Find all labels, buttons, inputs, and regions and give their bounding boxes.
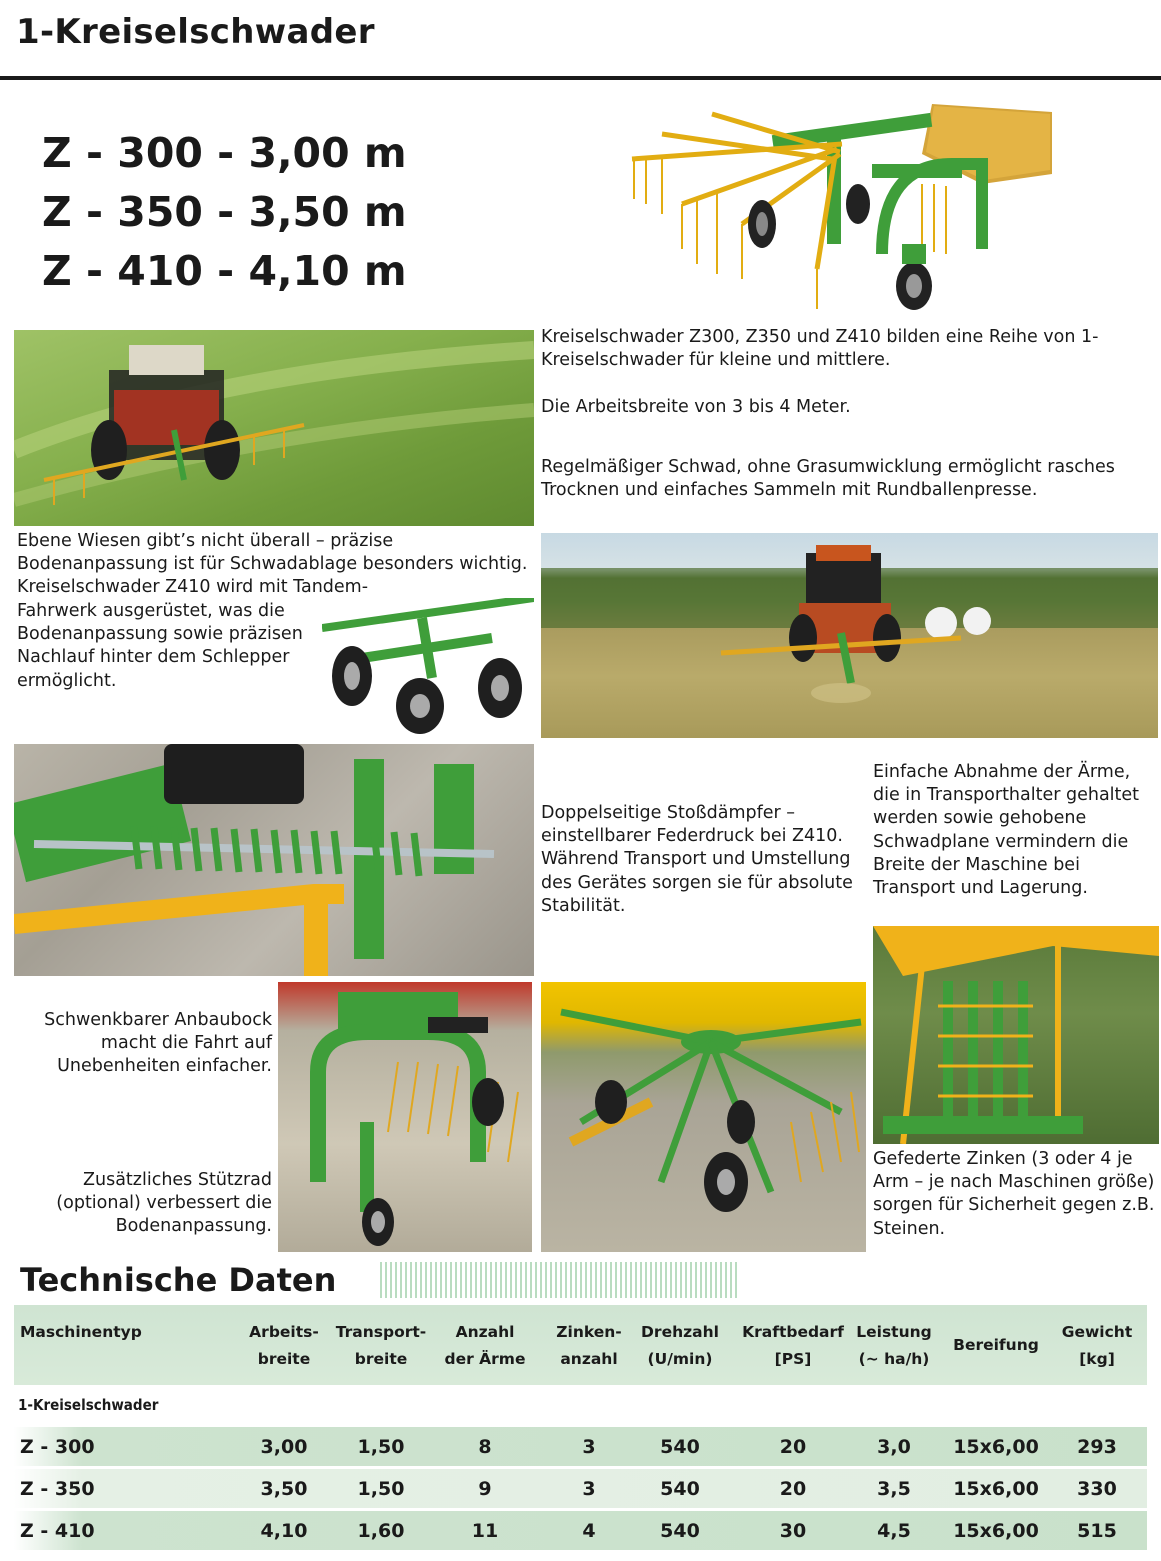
table-cell: 3 <box>582 1478 596 1500</box>
model-line: Z - 410 - 4,10 m <box>42 247 407 295</box>
ground-adaptation-text-a: Ebene Wiesen gibt’s nicht überall – präzise Bodenanpassung ist für Schwadablage besonders wichtig. Kreiselschwader Z410 wird mit Tandem- <box>17 531 528 598</box>
rake-product-photo <box>622 104 1058 312</box>
rotor-photo <box>541 982 866 1252</box>
table-cell: 11 <box>471 1520 499 1542</box>
intro-paragraph: Die Arbeitsbreite von 3 bis 4 Meter. <box>541 397 851 418</box>
table-cell: 4,5 <box>877 1520 911 1542</box>
column-header: Drehzahl (U/min) <box>641 1323 719 1368</box>
table-cell: 540 <box>660 1478 700 1500</box>
support-wheel-text: Zusätzliches Stützrad (optional) verbessert die Bodenanpassung. <box>56 1170 272 1237</box>
section-stripes <box>380 1262 740 1298</box>
table-cell: 15x6,00 <box>953 1436 1039 1458</box>
table-cell: 293 <box>1077 1436 1117 1458</box>
intro-text <box>541 326 1133 502</box>
table-row <box>14 1511 1147 1550</box>
table-cell: 8 <box>478 1436 492 1458</box>
column-header: Transport- breite <box>335 1323 427 1368</box>
intro-paragraph: Regelmäßiger Schwad, ohne Grasumwicklung ermöglicht rasches Trocknen und einfaches Sammeln mit Rundballenpresse. <box>541 456 1115 500</box>
table-row <box>14 1469 1147 1508</box>
intro-paragraph: Kreiselschwader Z300, Z350 und Z410 bilden eine Reihe von 1-Kreiselschwader für kleine und mittlere. <box>541 327 1099 371</box>
table-cell: Z - 350 <box>20 1478 95 1500</box>
table-cell: 3,5 <box>877 1478 911 1500</box>
column-header: Zinken- anzahl <box>556 1323 622 1368</box>
table-cell: 330 <box>1077 1478 1117 1500</box>
tine-arms-storage-photo <box>873 926 1159 1144</box>
arms-removal-text: Einfache Abnahme der Ärme, die in Transporthalter gehaltet werden sowie gehobene Schwadplane vermindern die Breite der Maschine bei Transport und Lagerung. <box>873 762 1140 899</box>
ground-adaptation-text-b: Fahrwerk ausgerüstet, was die Bodenanpassung sowie präzisen Nachlauf hinter dem Schlepper ermöglicht. <box>17 601 303 691</box>
table-cell: 15x6,00 <box>953 1520 1039 1542</box>
table-cell: 1,50 <box>357 1478 405 1500</box>
table-cell: 4 <box>582 1520 596 1542</box>
column-header: Anzahl der Ärme <box>444 1323 526 1368</box>
page-title: 1-Kreiselschwader <box>16 12 375 52</box>
table-cell: 20 <box>779 1478 807 1500</box>
table-cell: 1,50 <box>357 1436 405 1458</box>
spring-tines-text: Gefederte Zinken (3 oder 4 je Arm – je nach Maschinen größe) sorgen für Sicherheit gegen z.B. Steinen. <box>873 1149 1155 1239</box>
column-header: Kraftbedarf [PS] <box>742 1323 844 1368</box>
column-header: Maschinentyp <box>20 1323 142 1341</box>
table-cell: Z - 410 <box>20 1520 95 1542</box>
table-row <box>14 1427 1147 1466</box>
table-cell: 3 <box>582 1436 596 1458</box>
column-header: Bereifung <box>953 1336 1039 1354</box>
shock-absorber-text: Doppelseitige Stoßdämpfer – einstellbarer Federdruck bei Z410. Während Transport und Umstellung des Gerätes sorgen sie für absolute Stabilität. <box>541 803 853 916</box>
column-header: Gewicht [kg] <box>1061 1323 1133 1368</box>
shock-absorber-photo <box>14 744 534 976</box>
hitch-text: Schwenkbarer Anbaubock macht die Fahrt auf Unebenheiten einfacher. <box>44 1010 272 1077</box>
table-cell: Z - 300 <box>20 1436 95 1458</box>
tractor-field-photo <box>14 330 534 526</box>
table-group-label: 1-Kreiselschwader <box>18 1396 159 1414</box>
table-header <box>14 1305 1147 1385</box>
table-cell: 3,00 <box>260 1436 308 1458</box>
table-cell: 3,0 <box>877 1436 911 1458</box>
model-line: Z - 350 - 3,50 m <box>42 188 407 236</box>
hitch-photo <box>278 982 532 1252</box>
model-list <box>42 124 407 301</box>
column-header: Leistung (~ ha/h) <box>856 1323 932 1368</box>
table-cell: 15x6,00 <box>953 1478 1039 1500</box>
table-cell: 4,10 <box>260 1520 308 1542</box>
section-title: Technische Daten <box>20 1261 337 1299</box>
title-rule <box>0 76 1161 80</box>
rake-field-photo <box>541 533 1158 738</box>
table-cell: 30 <box>779 1520 807 1542</box>
model-line: Z - 300 - 3,00 m <box>42 129 407 177</box>
tandem-axle-photo <box>322 598 534 734</box>
table-cell: 3,50 <box>260 1478 308 1500</box>
table-cell: 515 <box>1077 1520 1117 1542</box>
table-cell: 540 <box>660 1436 700 1458</box>
table-cell: 20 <box>779 1436 807 1458</box>
table-cell: 9 <box>478 1478 492 1500</box>
table-cell: 540 <box>660 1520 700 1542</box>
table-cell: 1,60 <box>357 1520 405 1542</box>
column-header: Arbeits- breite <box>249 1323 319 1368</box>
